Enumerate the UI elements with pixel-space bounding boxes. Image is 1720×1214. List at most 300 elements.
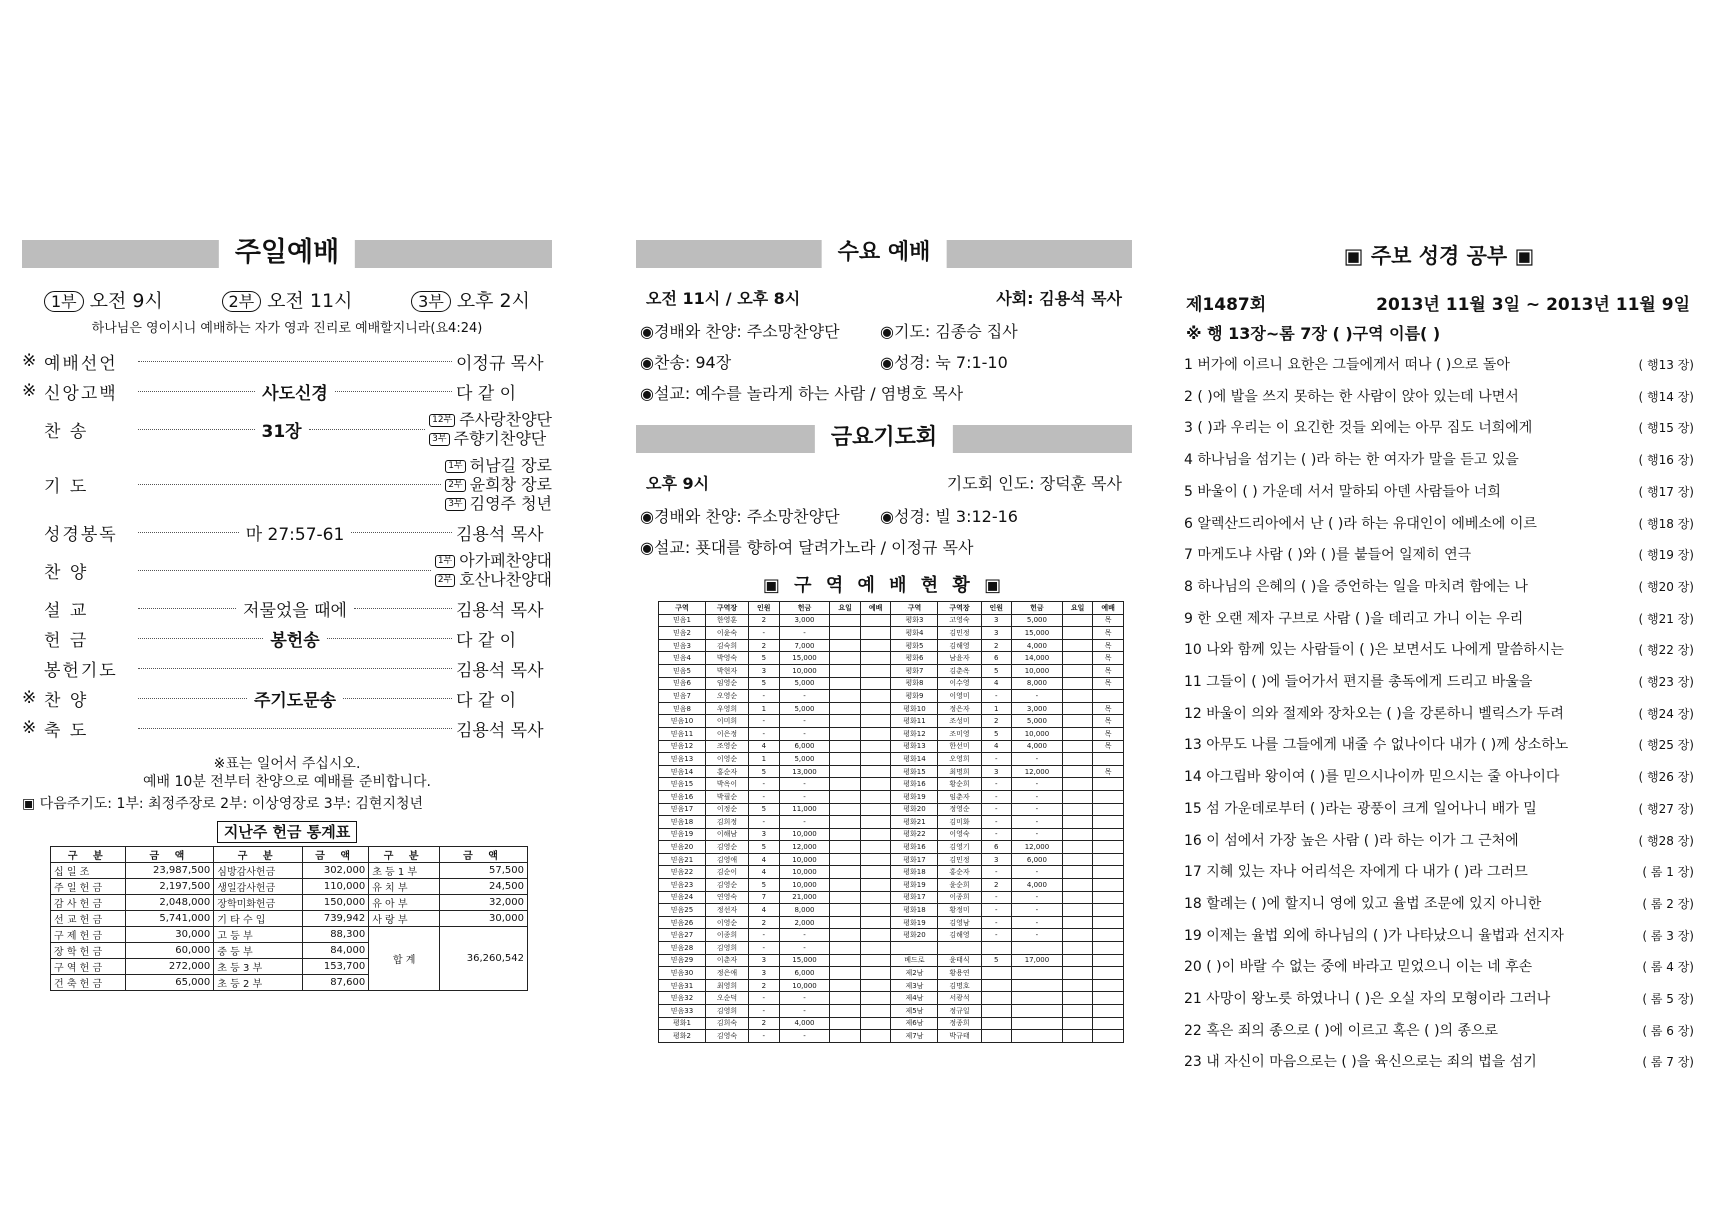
order-sub-item xyxy=(445,475,552,494)
offering-header-row xyxy=(51,847,528,863)
district-cell xyxy=(1012,942,1063,955)
dotted-leader xyxy=(134,379,456,404)
district-cell: 이영순 xyxy=(706,916,749,929)
district-row xyxy=(659,929,1124,942)
district-cell: 임춘자 xyxy=(938,790,981,803)
study-question xyxy=(1184,730,1694,762)
part-badge: 3부 xyxy=(429,433,449,446)
order-sub-text: 김영주 청년 xyxy=(469,494,552,513)
order-row xyxy=(22,623,552,653)
district-header: 요일 xyxy=(1062,602,1093,615)
district-cell xyxy=(830,904,861,917)
district-cell: 제2남 xyxy=(891,967,938,980)
district-cell xyxy=(981,1017,1012,1030)
part-badge: 1부 xyxy=(435,555,455,568)
district-cell: 목 xyxy=(1093,639,1124,652)
district-row xyxy=(659,853,1124,866)
district-row xyxy=(659,967,1124,980)
district-cell: 3 xyxy=(749,954,780,967)
district-cell xyxy=(860,614,891,627)
district-cell xyxy=(1062,778,1093,791)
question-text: 7 마게도냐 사람 ( )와 ( )를 붙들어 일제히 연극 xyxy=(1184,547,1472,564)
district-cell: - xyxy=(749,690,780,703)
district-cell xyxy=(1062,740,1093,753)
district-cell: - xyxy=(749,627,780,640)
weekday-section xyxy=(636,240,1132,1043)
offering-cell: 24,500 xyxy=(440,879,528,895)
district-cell: 정은애 xyxy=(706,967,749,980)
district-cell: - xyxy=(779,992,830,1005)
leader-line xyxy=(138,638,263,639)
district-cell xyxy=(981,942,1012,955)
district-cell: 믿음2 xyxy=(659,627,706,640)
district-cell: - xyxy=(1012,778,1063,791)
district-cell: 김희숙 xyxy=(706,1017,749,1030)
district-cell: 평화10 xyxy=(891,702,938,715)
district-cell xyxy=(981,1030,1012,1043)
district-cell: 11,000 xyxy=(779,803,830,816)
district-cell: 평화12 xyxy=(891,727,938,740)
study-question xyxy=(1184,826,1694,858)
district-cell: 4,000 xyxy=(1012,740,1063,753)
question-text: 21 사망이 왕노릇 하였나니 ( )은 오실 자의 모형이라 그러나 xyxy=(1184,991,1551,1008)
district-row xyxy=(659,727,1124,740)
leader-line xyxy=(138,608,236,609)
offering-cell: 2,048,000 xyxy=(126,895,214,911)
district-cell: 목 xyxy=(1093,740,1124,753)
district-cell: 평화15 xyxy=(891,765,938,778)
order-item: 저물었을 때에 xyxy=(243,600,347,621)
stand-mark: ※ xyxy=(22,351,37,371)
district-row xyxy=(659,816,1124,829)
district-cell: - xyxy=(1012,690,1063,703)
question-ref: ( 롬 4 장) xyxy=(1642,960,1694,975)
offering-title: 지난주 헌금 통계표 xyxy=(217,821,357,843)
district-row xyxy=(659,740,1124,753)
district-cell xyxy=(830,727,861,740)
district-cell: 이은정 xyxy=(706,727,749,740)
order-person: 김용석 목사 xyxy=(456,524,544,545)
district-row xyxy=(659,904,1124,917)
district-cell: - xyxy=(1012,866,1063,879)
district-cell: 믿음23 xyxy=(659,879,706,892)
question-ref: ( 행18 장) xyxy=(1638,516,1694,531)
district-row xyxy=(659,664,1124,677)
service-line-left: ◉찬송: 94장 xyxy=(640,353,732,372)
question-ref: ( 롬 6 장) xyxy=(1642,1023,1694,1038)
next-prayer: ▣ 다음주기도: 1부: 최정주장로 2부: 이상영장로 3부: 김현지청년 xyxy=(22,796,424,812)
service-badge: 2부 xyxy=(222,291,262,312)
district-cell xyxy=(1062,992,1093,1005)
part-badge: 3부 xyxy=(445,498,465,511)
service-line xyxy=(640,347,1132,378)
district-cell: 김미화 xyxy=(938,816,981,829)
study-range: ※ 행 13장~롬 7장 ( )구역 이름( ) xyxy=(1186,324,1441,343)
district-cell xyxy=(830,652,861,665)
district-cell: 5 xyxy=(749,841,780,854)
order-sub-text: 주향기찬양단 xyxy=(453,429,547,448)
district-cell xyxy=(1093,778,1124,791)
district-cell xyxy=(1062,614,1093,627)
offering-cell: 272,000 xyxy=(126,959,214,975)
friday-lines xyxy=(636,501,1132,563)
offering-cell: 구 제 헌 금 xyxy=(51,927,126,943)
district-cell xyxy=(1062,828,1093,841)
prepare-note: 예배 10분 전부터 찬양으로 예배를 준비합니다. xyxy=(143,774,431,790)
district-cell: 박영숙 xyxy=(706,652,749,665)
district-row xyxy=(659,992,1124,1005)
study-question xyxy=(1184,1016,1694,1048)
district-cell: 10,000 xyxy=(779,866,830,879)
offering-cell: 기 타 수 입 xyxy=(214,911,303,927)
district-cell: 8,000 xyxy=(779,904,830,917)
district-cell xyxy=(1093,790,1124,803)
offering-total: 36,260,542 xyxy=(440,927,528,991)
district-cell: 목 xyxy=(1093,715,1124,728)
district-cell xyxy=(1062,904,1093,917)
district-cell: 평화17 xyxy=(891,853,938,866)
district-cell xyxy=(1093,942,1124,955)
district-cell: - xyxy=(981,690,1012,703)
leader-line xyxy=(335,391,452,392)
district-cell: 5 xyxy=(981,954,1012,967)
district-cell: 홍순자 xyxy=(706,765,749,778)
district-cell: 5 xyxy=(749,652,780,665)
district-cell: 믿음27 xyxy=(659,929,706,942)
service-time-text: 오전 11시 xyxy=(267,290,353,312)
district-row xyxy=(659,677,1124,690)
district-cell xyxy=(830,803,861,816)
district-cell: 김영기 xyxy=(938,841,981,854)
district-cell: 평화8 xyxy=(891,677,938,690)
district-cell xyxy=(1062,627,1093,640)
part-badge: 12부 xyxy=(429,414,455,427)
district-cell: 평화20 xyxy=(891,803,938,816)
district-cell: 목 xyxy=(1093,765,1124,778)
question-text: 18 할례는 ( )에 할지니 영에 있고 율법 조문에 있지 아니한 xyxy=(1184,895,1542,912)
offering-cell: 88,300 xyxy=(303,927,369,943)
order-sub-list xyxy=(435,551,552,589)
question-text: 11 그들이 ( )에 들어가서 편지를 총독에게 드리고 바울을 xyxy=(1184,674,1533,691)
district-cell xyxy=(860,740,891,753)
question-text: 9 한 오랜 제자 구브로 사람 ( )을 데리고 가니 이는 우리 xyxy=(1184,610,1524,627)
order-sub-item xyxy=(435,551,552,570)
service-line xyxy=(640,378,1132,409)
district-cell xyxy=(1062,929,1093,942)
district-cell xyxy=(860,790,891,803)
district-cell: 목 xyxy=(1093,614,1124,627)
district-cell: 정은자 xyxy=(938,702,981,715)
leader-line xyxy=(343,698,452,699)
district-cell: 7 xyxy=(749,891,780,904)
district-cell: 평화22 xyxy=(891,828,938,841)
district-cell: 김춘옥 xyxy=(938,664,981,677)
district-cell: 12,000 xyxy=(1012,765,1063,778)
district-cell xyxy=(1012,992,1063,1005)
district-cell xyxy=(860,992,891,1005)
district-cell: - xyxy=(779,627,830,640)
district-cell: 평화6 xyxy=(891,652,938,665)
order-label: 예배선언 xyxy=(44,353,118,374)
district-cell: 조성미 xyxy=(938,715,981,728)
district-cell xyxy=(860,816,891,829)
part-badge: 2부 xyxy=(445,479,465,492)
district-cell xyxy=(1062,979,1093,992)
order-label: 성경봉독 xyxy=(44,524,118,545)
district-cell xyxy=(860,828,891,841)
district-cell: 평화19 xyxy=(891,790,938,803)
district-cell: - xyxy=(981,790,1012,803)
order-sub-item xyxy=(445,494,552,513)
district-cell xyxy=(981,1005,1012,1018)
district-cell: - xyxy=(981,929,1012,942)
district-cell xyxy=(1062,664,1093,677)
district-cell: 이영숙 xyxy=(938,828,981,841)
offering-header: 구 분 xyxy=(51,847,126,863)
district-cell: 21,000 xyxy=(779,891,830,904)
service-time-text: 오전 9시 xyxy=(89,290,163,312)
wednesday-header xyxy=(646,286,1122,312)
question-text: 15 섬 가운데로부터 ( )라는 광풍이 크게 일어나니 배가 밀 xyxy=(1184,800,1537,817)
district-cell: 오순덕 xyxy=(706,992,749,1005)
leader-line xyxy=(327,638,452,639)
study-question xyxy=(1184,477,1694,509)
district-cell xyxy=(860,765,891,778)
district-row xyxy=(659,1017,1124,1030)
order-person: 김용석 목사 xyxy=(456,720,544,741)
district-cell xyxy=(830,866,861,879)
district-cell: 13,000 xyxy=(779,765,830,778)
district-cell: 10,000 xyxy=(779,664,830,677)
district-cell xyxy=(1093,891,1124,904)
district-cell: 2 xyxy=(749,614,780,627)
order-label: 신앙고백 xyxy=(44,383,118,404)
order-of-worship xyxy=(22,346,552,743)
question-text: 13 아무도 나를 그들에게 내줄 수 없나이다 내가 ( )께 상소하노 xyxy=(1184,737,1569,754)
offering-cell: 구 역 헌 금 xyxy=(51,959,126,975)
district-cell xyxy=(830,778,861,791)
district-cell: 평화5 xyxy=(891,639,938,652)
leader-line xyxy=(138,728,452,729)
service-times xyxy=(44,286,530,313)
offering-cell: 60,000 xyxy=(126,943,214,959)
offering-table xyxy=(50,846,528,991)
offering-cell: 선 교 헌 금 xyxy=(51,911,126,927)
issue-number: 제1487회 xyxy=(1186,295,1267,315)
district-cell xyxy=(1093,954,1124,967)
district-cell: 15,000 xyxy=(779,954,830,967)
offering-cell: 30,000 xyxy=(126,927,214,943)
district-cell: 목 xyxy=(1093,652,1124,665)
district-cell: 6,000 xyxy=(779,967,830,980)
district-cell: 홍순자 xyxy=(938,866,981,879)
district-cell: - xyxy=(779,790,830,803)
order-item: 사도신경 xyxy=(262,383,328,404)
district-cell: 김민정 xyxy=(938,627,981,640)
district-cell: 믿음24 xyxy=(659,891,706,904)
district-cell xyxy=(830,816,861,829)
district-cell: 5 xyxy=(981,664,1012,677)
district-cell: 김희정 xyxy=(706,816,749,829)
district-cell xyxy=(860,664,891,677)
district-row xyxy=(659,715,1124,728)
offering-cell: 30,000 xyxy=(440,911,528,927)
order-sub-list xyxy=(429,410,552,448)
service-line xyxy=(640,532,1132,563)
district-cell: 평화16 xyxy=(891,841,938,854)
district-cell xyxy=(830,916,861,929)
district-header: 인원 xyxy=(981,602,1012,615)
study-question xyxy=(1184,635,1694,667)
district-cell: 믿음19 xyxy=(659,828,706,841)
district-cell: 10,000 xyxy=(1012,664,1063,677)
service-badge: 3부 xyxy=(411,291,451,312)
district-cell: 4 xyxy=(981,740,1012,753)
district-cell: - xyxy=(1012,891,1063,904)
district-cell: 최명희 xyxy=(938,765,981,778)
district-cell: 목 xyxy=(1093,627,1124,640)
question-ref: ( 행22 장) xyxy=(1638,643,1694,658)
offering-cell: 감 사 헌 금 xyxy=(51,895,126,911)
district-cell: 제7남 xyxy=(891,1030,938,1043)
district-cell: 6 xyxy=(981,841,1012,854)
district-cell: 평화13 xyxy=(891,740,938,753)
district-cell: 5,000 xyxy=(779,677,830,690)
study-question xyxy=(1184,794,1694,826)
district-cell: 김영순 xyxy=(706,841,749,854)
district-cell xyxy=(1062,954,1093,967)
offering-row xyxy=(51,863,528,879)
leader-line xyxy=(138,429,255,430)
district-row xyxy=(659,639,1124,652)
district-cell xyxy=(1093,828,1124,841)
district-cell: - xyxy=(779,1005,830,1018)
service-time xyxy=(411,286,530,313)
district-cell: 제4남 xyxy=(891,992,938,1005)
study-question xyxy=(1184,699,1694,731)
district-cell: - xyxy=(1012,828,1063,841)
order-sub-text: 아가페찬양대 xyxy=(459,551,552,570)
leader-line xyxy=(354,608,452,609)
service-time xyxy=(222,286,353,313)
district-cell: 5,000 xyxy=(779,753,830,766)
district-cell xyxy=(1062,639,1093,652)
offering-cell: 심방감사헌금 xyxy=(214,863,303,879)
district-cell xyxy=(830,677,861,690)
district-cell xyxy=(830,639,861,652)
stand-mark: ※ xyxy=(22,688,37,708)
district-cell: 4,000 xyxy=(779,1017,830,1030)
district-cell: 윤태식 xyxy=(938,954,981,967)
district-cell xyxy=(1062,753,1093,766)
stand-mark: ※ xyxy=(22,718,37,738)
order-label: 봉헌기도 xyxy=(44,660,118,681)
district-cell: 믿음20 xyxy=(659,841,706,854)
offering-cell: 사 랑 부 xyxy=(369,911,440,927)
dotted-leader xyxy=(134,417,429,442)
district-cell: 10,000 xyxy=(1012,727,1063,740)
district-cell: 박옥이 xyxy=(706,778,749,791)
district-cell xyxy=(1093,853,1124,866)
district-cell xyxy=(830,853,861,866)
offering-cell: 초 등 3 부 xyxy=(214,959,303,975)
district-cell xyxy=(860,942,891,955)
offering-cell: 고 등 부 xyxy=(214,927,303,943)
district-cell xyxy=(1012,967,1063,980)
district-cell: 믿음17 xyxy=(659,803,706,816)
district-cell: 믿음14 xyxy=(659,765,706,778)
district-cell: 정선자 xyxy=(706,904,749,917)
district-cell: 연영숙 xyxy=(706,891,749,904)
district-cell: 믿음18 xyxy=(659,816,706,829)
sunday-title: 주일예배 xyxy=(219,234,355,272)
district-header: 구역 xyxy=(891,602,938,615)
district-cell: 믿음10 xyxy=(659,715,706,728)
service-line-right: ◉기도: 김종승 집사 xyxy=(880,322,1018,341)
question-ref: ( 행14 장) xyxy=(1638,389,1694,404)
district-cell xyxy=(830,967,861,980)
leader-line xyxy=(309,429,426,430)
district-cell xyxy=(1062,1005,1093,1018)
district-cell: 평화19 xyxy=(891,879,938,892)
offering-total-label: 합 계 xyxy=(369,927,440,991)
district-cell xyxy=(860,853,891,866)
district-cell: 8,000 xyxy=(1012,677,1063,690)
district-cell: 평화11 xyxy=(891,715,938,728)
question-ref: ( 행15 장) xyxy=(1638,421,1694,436)
district-cell: - xyxy=(749,942,780,955)
offering-title-box xyxy=(22,821,552,842)
district-row xyxy=(659,614,1124,627)
leader-line xyxy=(138,484,441,485)
district-cell: - xyxy=(749,816,780,829)
offering-cell: 십 일 조 xyxy=(51,863,126,879)
offering-cell: 2,197,500 xyxy=(126,879,214,895)
district-cell xyxy=(1062,1030,1093,1043)
offering-cell: 57,500 xyxy=(440,863,528,879)
question-ref: ( 행21 장) xyxy=(1638,611,1694,626)
district-cell xyxy=(1012,979,1063,992)
district-cell: 5 xyxy=(749,765,780,778)
district-cell xyxy=(1093,916,1124,929)
order-person: 이정규 목사 xyxy=(456,353,544,374)
order-row xyxy=(22,713,552,743)
leader-line xyxy=(351,532,452,533)
district-cell xyxy=(1093,879,1124,892)
district-cell: 평화4 xyxy=(891,627,938,640)
service-line xyxy=(640,316,1132,347)
district-cell xyxy=(1062,942,1093,955)
district-cell xyxy=(860,916,891,929)
district-cell xyxy=(860,702,891,715)
district-cell: 5 xyxy=(749,803,780,816)
district-cell: 믿음5 xyxy=(659,664,706,677)
district-table xyxy=(658,601,1124,1043)
dotted-leader xyxy=(134,361,456,362)
district-row xyxy=(659,702,1124,715)
district-cell: 조영순 xyxy=(706,740,749,753)
friday-time: 오후 9시 xyxy=(646,474,710,493)
district-cell: - xyxy=(779,942,830,955)
district-cell: - xyxy=(749,1005,780,1018)
district-cell: 이춘자 xyxy=(706,954,749,967)
notes xyxy=(22,755,552,791)
district-cell xyxy=(1062,790,1093,803)
question-text: 10 나와 함께 있는 사람들이 ( )은 보면서도 나에게 말씀하시는 xyxy=(1184,642,1564,659)
district-header: 헌금 xyxy=(779,602,830,615)
district-cell: 김민정 xyxy=(938,853,981,866)
order-sub-text: 호산나찬양대 xyxy=(459,570,552,589)
